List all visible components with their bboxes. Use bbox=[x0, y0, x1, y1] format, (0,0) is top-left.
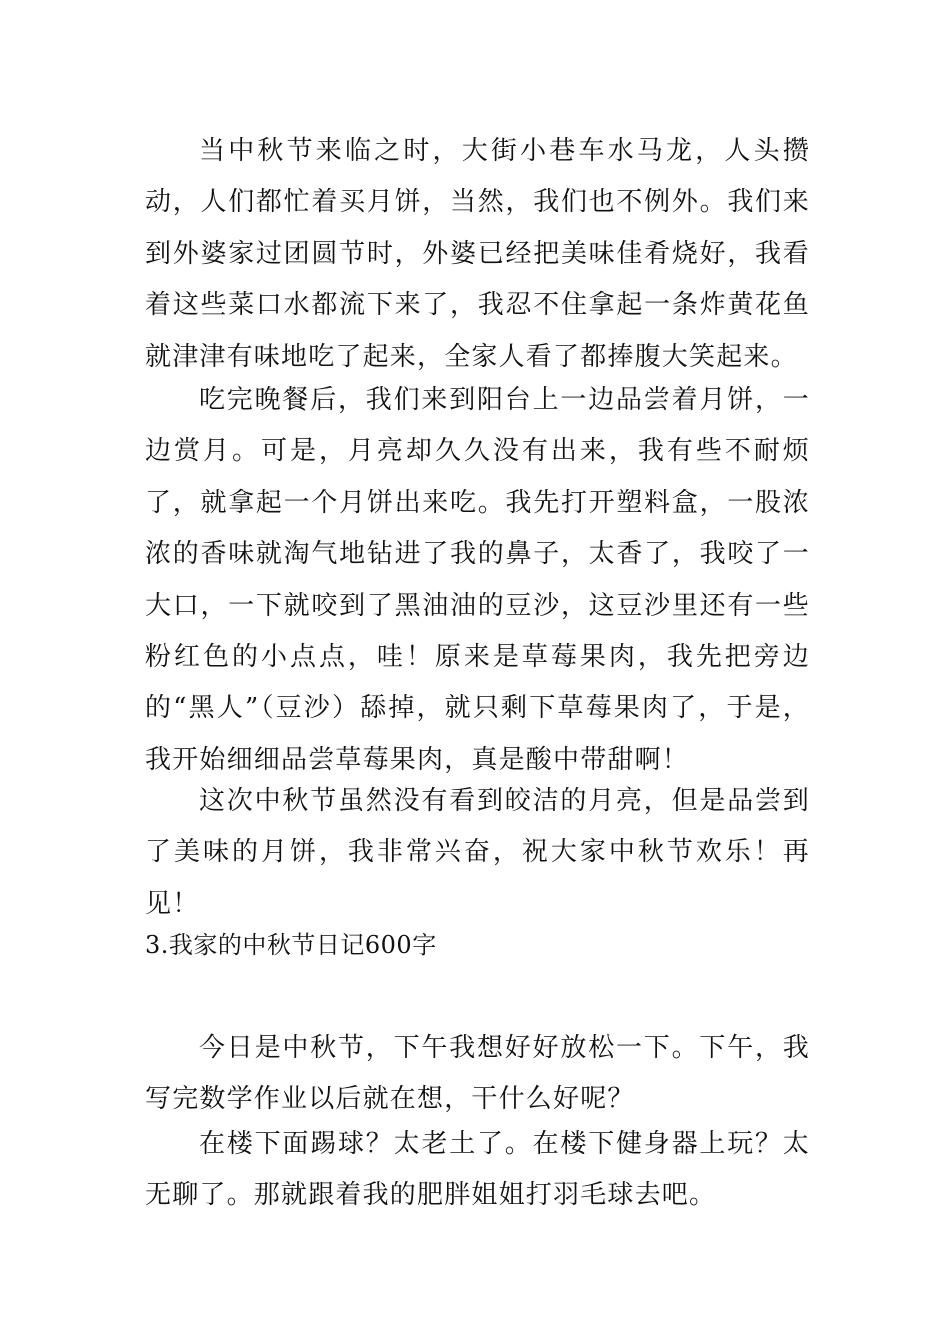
body-paragraph: 吃完晚餐后，我们来到阳台上一边品尝着月饼，一边赏月。可是，月亮却久久没有出来，我有些不耐烦了，就拿起一个月饼出来吃。我先打开塑料盒，一股浓浓的香味就淘气地钻进了我的鼻子，太香了，我咬了一大口，一下就咬到了黑油油的豆沙，这豆沙里还有一些粉红色的小点点，哇！原来是草莓果肉，我先把旁边的“黑人”（豆沙）舔掉，就只剩下草莓果肉了，于是，我开始细细品尝草莓果肉，真是酸中带甜啊！ bbox=[145, 385, 810, 775]
body-paragraph: 这次中秋节虽然没有看到皎洁的月亮，但是品尝到了美味的月饼，我非常兴奋，祝大家中秋节欢乐！再见！ bbox=[145, 786, 810, 919]
section-heading: 3.我家的中秋节日记600字 bbox=[145, 931, 437, 959]
body-paragraph: 在楼下面踢球？太老土了。在楼下健身器上玩？太无聊了。那就跟着我的肥胖姐姐打羽毛球去吧。 bbox=[145, 1129, 810, 1211]
body-paragraph: 当中秋节来临之时，大街小巷车水马龙，人头攒动，人们都忙着买月饼，当然，我们也不例外。我们来到外婆家过团圆节时，外婆已经把美味佳肴烧好，我看着这些菜口水都流下来了，我忍不住拿起一条炸黄花鱼就津津有味地吃了起来，全家人看了都捧腹大笑起来。 bbox=[145, 136, 810, 372]
body-paragraph: 今日是中秋节，下午我想好好放松一下。下午，我写完数学作业以后就在想，干什么好呢？ bbox=[145, 1033, 810, 1115]
